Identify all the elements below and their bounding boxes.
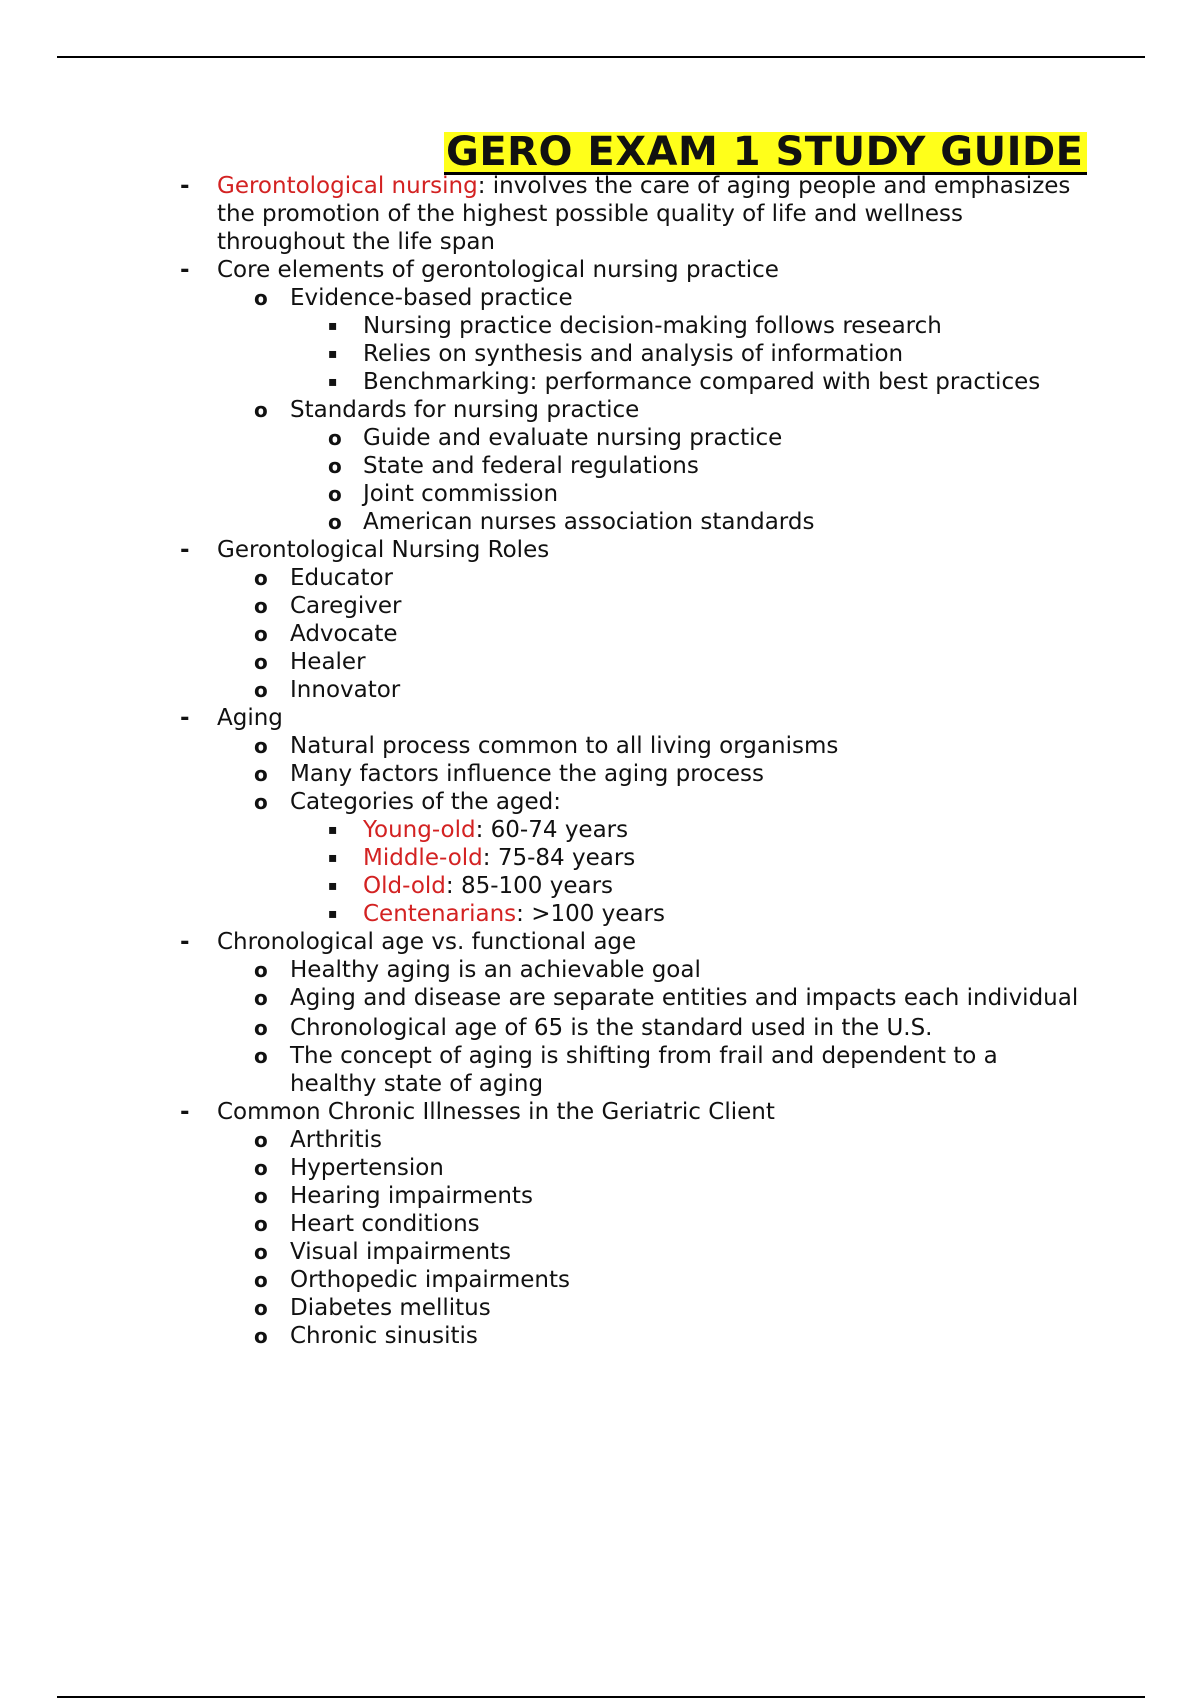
list-item: [0, 536, 1200, 564]
circle-bullet: o: [254, 790, 268, 814]
item-text: Guide and evaluate nursing practice: [363, 425, 783, 451]
circle-bullet: o: [254, 1184, 268, 1208]
list-item: [0, 900, 1200, 928]
key-term: Old-old: [363, 873, 446, 899]
circle-bullet: o: [254, 958, 268, 982]
item-text: : 75-84 years: [482, 845, 636, 871]
circle-bullet: o: [254, 1128, 268, 1152]
item-text: Chronological age vs. functional age: [217, 929, 637, 955]
list-item: [0, 284, 1200, 312]
list-item: [0, 704, 1200, 732]
list-item: [0, 788, 1200, 816]
list-item: [0, 648, 1200, 676]
list-item: [0, 1322, 1200, 1350]
circle-bullet: o: [254, 1212, 268, 1236]
list-item: [0, 368, 1200, 396]
list-item: [0, 1182, 1200, 1210]
list-item: [0, 872, 1200, 900]
square-bullet: ▪: [328, 906, 338, 922]
item-text: Chronological age of 65 is the standard used in the U.S.: [290, 1015, 933, 1041]
list-item: [0, 564, 1200, 592]
key-term: Centenarians: [363, 901, 517, 927]
list-item: [0, 1266, 1200, 1294]
item-text: Joint commission: [363, 481, 559, 507]
list-item: [0, 340, 1200, 368]
dash-bullet: -: [180, 1099, 190, 1125]
page-title: GERO EXAM 1 STUDY GUIDE: [444, 132, 1087, 175]
key-term: Middle-old: [363, 845, 483, 871]
item-text: State and federal regulations: [363, 453, 699, 479]
list-item: [0, 760, 1200, 788]
list-item: [0, 480, 1200, 508]
item-text: Core elements of gerontological nursing practice: [217, 257, 779, 283]
item-text: : involves the care of aging people and emphasizes the promotion of the highest possible quality of life and wellness throughout the life span: [217, 173, 1071, 255]
key-term: Gerontological nursing: [217, 173, 478, 199]
item-text: Innovator: [290, 677, 401, 703]
item-text: American nurses association standards: [363, 509, 815, 535]
circle-bullet: o: [254, 1156, 268, 1180]
item-text: Evidence-based practice: [290, 285, 573, 311]
circle-bullet: o: [328, 454, 342, 478]
circle-bullet: o: [254, 1268, 268, 1292]
item-text: Common Chronic Illnesses in the Geriatric Client: [217, 1099, 775, 1125]
circle-bullet: o: [328, 482, 342, 506]
dash-bullet: -: [180, 257, 190, 283]
item-text: Chronic sinusitis: [290, 1323, 478, 1349]
item-text: : >100 years: [516, 901, 665, 927]
list-item: [0, 1154, 1200, 1182]
item-text: Gerontological Nursing Roles: [217, 537, 550, 563]
item-text: Nursing practice decision-making follows research: [363, 313, 942, 339]
item-text: Hypertension: [290, 1155, 444, 1181]
square-bullet: ▪: [328, 878, 338, 894]
item-text: Standards for nursing practice: [290, 397, 640, 423]
item-text: Diabetes mellitus: [290, 1295, 491, 1321]
list-item: [0, 956, 1200, 984]
item-text: Healthy aging is an achievable goal: [290, 957, 701, 983]
circle-bullet: o: [254, 286, 268, 310]
circle-bullet: o: [254, 1324, 268, 1348]
dash-bullet: -: [180, 173, 190, 199]
list-item: [0, 452, 1200, 480]
list-item: [0, 1210, 1200, 1238]
square-bullet: ▪: [328, 374, 338, 390]
list-item: [0, 844, 1200, 872]
list-item: [0, 424, 1200, 452]
list-item: [0, 592, 1200, 620]
circle-bullet: o: [328, 510, 342, 534]
square-bullet: ▪: [328, 318, 338, 334]
circle-bullet: o: [254, 622, 268, 646]
circle-bullet: o: [254, 650, 268, 674]
item-text: : 85-100 years: [445, 873, 614, 899]
item-text: Aging and disease are separate entities and impacts each individual: [290, 985, 1079, 1011]
item-text: : 60-74 years: [475, 817, 629, 843]
item-text: Benchmarking: performance compared with best practices: [363, 369, 1041, 395]
item-text: Healer: [290, 649, 366, 675]
circle-bullet: o: [328, 426, 342, 450]
list-item: [0, 256, 1200, 284]
circle-bullet: o: [254, 734, 268, 758]
list-item: [0, 816, 1200, 844]
bottom-rule: [57, 1696, 1145, 1698]
list-item: [0, 1042, 1200, 1098]
dash-bullet: -: [180, 929, 190, 955]
study-guide-list: [0, 172, 1200, 1350]
dash-bullet: -: [180, 705, 190, 731]
item-text: Visual impairments: [290, 1239, 512, 1265]
item-text: The concept of aging is shifting from frail and dependent to a healthy state of aging: [290, 1043, 998, 1097]
item-text: Educator: [290, 565, 393, 591]
square-bullet: ▪: [328, 346, 338, 362]
list-item: [0, 732, 1200, 760]
item-text: Hearing impairments: [290, 1183, 533, 1209]
list-item: [0, 312, 1200, 340]
list-item: [0, 928, 1200, 956]
circle-bullet: o: [254, 762, 268, 786]
item-text: Relies on synthesis and analysis of information: [363, 341, 904, 367]
list-item: [0, 1294, 1200, 1322]
list-item: [0, 396, 1200, 424]
item-text: Orthopedic impairments: [290, 1267, 570, 1293]
square-bullet: ▪: [328, 850, 338, 866]
key-term: Young-old: [363, 817, 476, 843]
circle-bullet: o: [254, 1296, 268, 1320]
item-text: Aging: [217, 705, 283, 731]
item-text: Categories of the aged:: [290, 789, 562, 815]
item-text: Natural process common to all living organisms: [290, 733, 839, 759]
item-text: Caregiver: [290, 593, 402, 619]
circle-bullet: o: [254, 678, 268, 702]
top-rule: [57, 56, 1145, 58]
list-item: [0, 984, 1200, 1012]
list-item: [0, 1126, 1200, 1154]
item-text: Many factors influence the aging process: [290, 761, 764, 787]
list-item: [0, 676, 1200, 704]
circle-bullet: o: [254, 566, 268, 590]
circle-bullet: o: [254, 398, 268, 422]
circle-bullet: o: [254, 1044, 268, 1068]
list-item: [0, 508, 1200, 536]
list-item: [0, 620, 1200, 648]
list-item: [0, 1098, 1200, 1126]
dash-bullet: -: [180, 537, 190, 563]
item-text: Heart conditions: [290, 1211, 480, 1237]
item-text: Arthritis: [290, 1127, 383, 1153]
circle-bullet: o: [254, 1240, 268, 1264]
circle-bullet: o: [254, 594, 268, 618]
list-item: [0, 172, 1200, 256]
list-item: [0, 1238, 1200, 1266]
list-item: [0, 1014, 1200, 1042]
circle-bullet: o: [254, 1016, 268, 1040]
circle-bullet: o: [254, 986, 268, 1010]
square-bullet: ▪: [328, 822, 338, 838]
item-text: Advocate: [290, 621, 398, 647]
